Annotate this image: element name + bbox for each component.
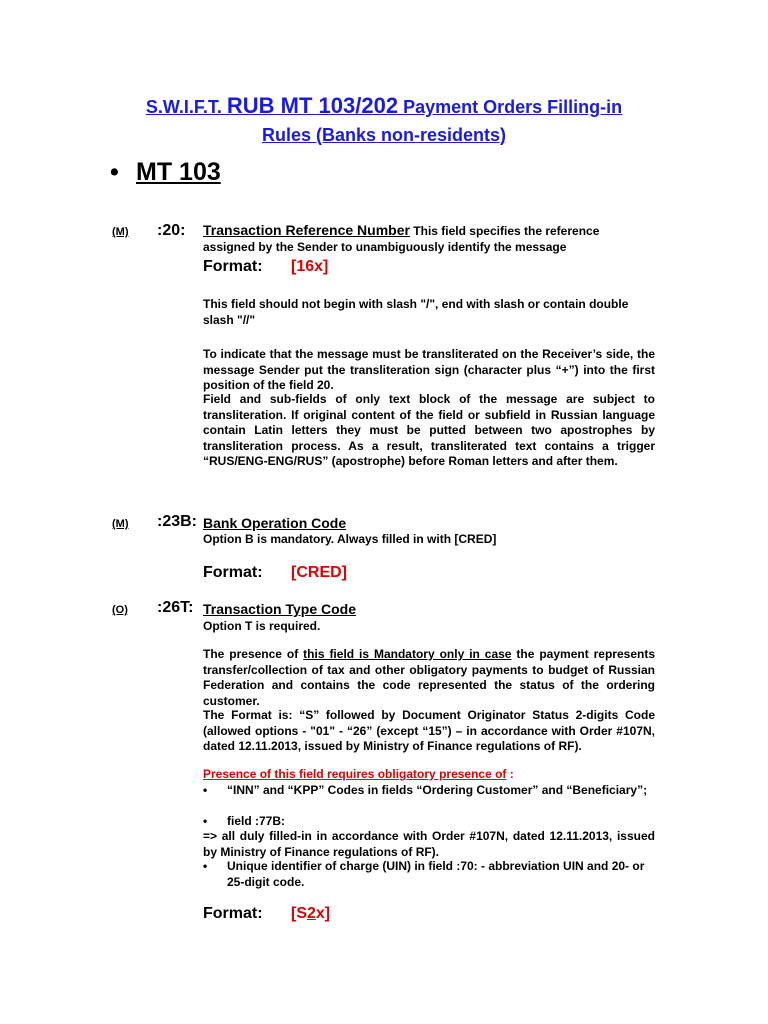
field-23b-format-value: [CRED] [291,564,347,581]
field-26t-requirement: (O) [112,604,128,616]
bullet-icon: • [203,814,208,828]
field-20-desc-inline: This field specifies the reference [409,224,600,238]
document-title [100,92,668,150]
field-20-desc-line2: assigned by the Sender to unambiguously identify the message [203,240,567,254]
field-26t-p1-b: this field is Mandatory only in case [303,647,512,661]
format-value-part-a: [S [291,905,307,922]
field-26t-bullet3-text: Unique identifier of charge (UIN) in field :70: - abbreviation UIN and 20- or 25-digit code. [227,859,645,889]
field-20-para-transliteration: To indicate that the message must be transliterated on the Receiver’s side, the message Sender put the transliteration sign (character plus “+”) into the first position of the field 20. [203,347,655,392]
field-26t-p1-c: the payment represents transfer/collection of tax and other obligatory payments to budget of Russian Federation and contains the code represented the status of the ordering customer. [203,647,655,708]
field-20-header [203,223,673,240]
field-26t-tag: :26T: [157,599,194,616]
field-20-name: Transaction Reference Number [203,222,410,238]
field-20-para-slash: This field should not begin with slash "/", end with slash or contain double slash "//" [203,297,629,327]
title-part-2: RUB MT 103/202 [226,93,399,118]
field-23b-desc: Option B is mandatory. Always filled in with [CRED] [203,532,497,546]
field-26t-red-line [203,767,655,783]
title-part-1: S.W.I.F.T. [145,97,227,117]
field-26t-name: Transaction Type Code [203,601,356,617]
field-26t-red-colon: : [506,767,514,781]
field-23b-tag: :23B: [157,513,198,530]
field-26t-format-label: Format: [203,905,263,922]
field-26t-format-value [291,905,330,923]
format-value-part-c: x] [315,905,331,922]
bullet-icon: • [203,783,208,797]
field-23b-format-label: Format: [203,564,263,581]
field-26t-bullet-uin [203,859,655,890]
field-26t-bullet2-text: field :77B: [227,814,286,828]
bullet-icon: • [203,859,208,873]
title-part-3: Payment Orders Filling-in [398,97,623,117]
format-value-part-b: 2 [307,905,316,922]
bullet-icon: • [110,158,119,186]
field-20-tag: :20: [157,222,186,239]
section-heading-text: MT 103 [136,158,221,186]
field-23b-requirement: (M) [112,518,129,530]
field-26t-arrow-line: => all duly filled-in in accordance with Order #107N, dated 12.11.2013, issued by Ministry of Finance regulations of RF). [203,829,655,859]
field-26t-para-format: The Format is: “S” followed by Document Originator Status 2-digits Code (allowed options - "01" - “26” (except “15”) – in accordance with Order #107N, dated 12.11.2013, issued by Ministry of Finance regulations of RF). [203,708,655,753]
field-26t-desc: Option T is required. [203,619,321,633]
field-20-format-label: Format: [203,258,263,275]
field-26t-bullet-inn-kpp [203,783,655,799]
field-26t-bullet1-text: “INN” and “KPP” Codes in fields “Ordering Customer” and “Beneficiary”; [227,783,648,797]
field-20-format-value: [16x] [291,258,329,275]
field-23b-name: Bank Operation Code [203,515,347,531]
field-26t-red-text: Presence of this field requires obligatory presence of [203,767,507,781]
section-heading [110,158,221,187]
field-26t-p1-a: The presence of [203,647,304,661]
field-26t-para-presence [203,647,655,709]
field-26t-bullet-77b [203,814,655,830]
field-20-para-subfields: Field and sub-fields of only text block of the message are subject to transliteration. If original content of the field or subfield in Russian language contain Latin letters they must be putted between two apostrophes by transliteration process. As a result, transliterated text contains a trigger “RUS/ENG-ENG/RUS” (apostrophe) before Roman letters and after them. [203,392,655,468]
title-line-2: Rules (Banks non-residents) [261,125,507,145]
field-20-requirement: (M) [112,226,129,238]
